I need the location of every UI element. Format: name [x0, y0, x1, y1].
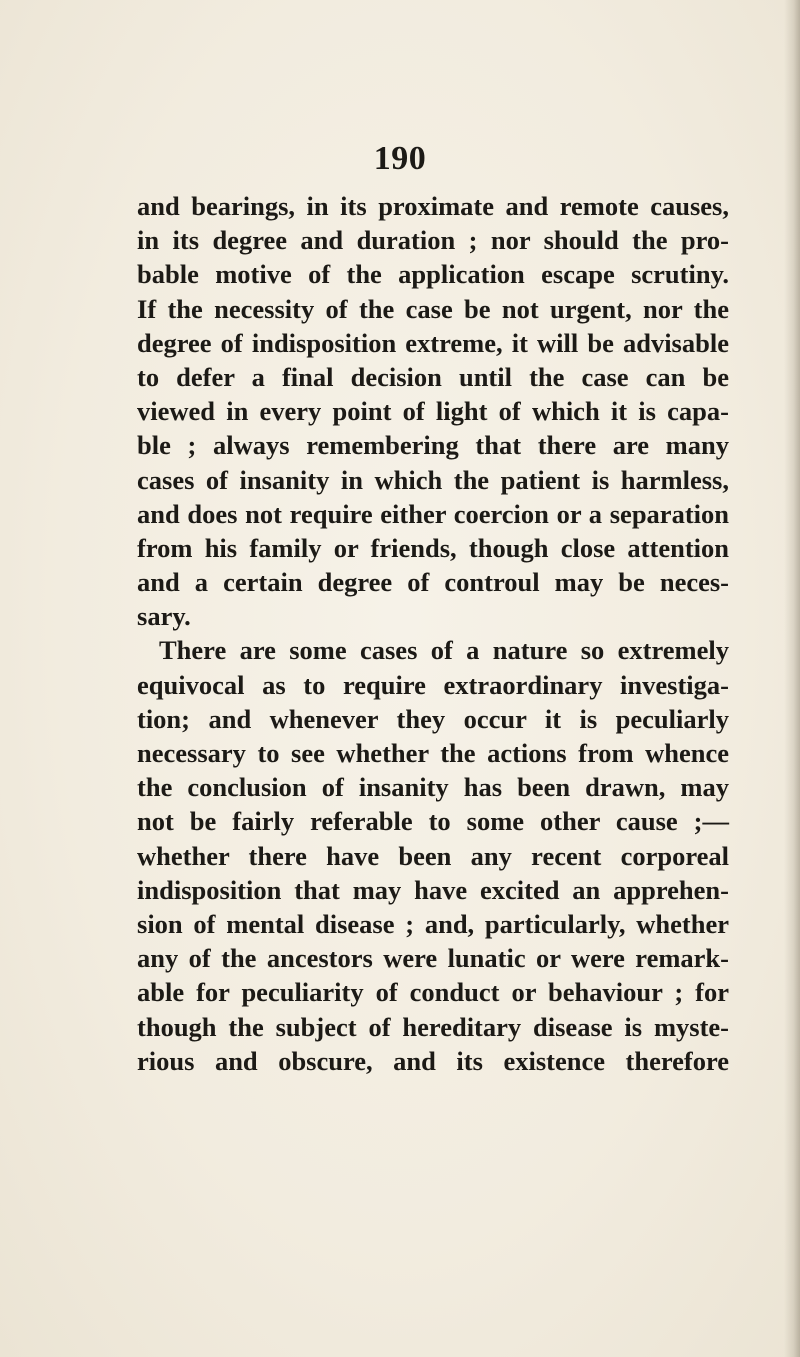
- text-line: If the necessity of the case be not urgent, nor the: [137, 293, 729, 324]
- text-line: degree of indisposition extreme, it will be advisable: [137, 327, 729, 358]
- paragraph-end-line: sary.: [137, 601, 191, 632]
- text-line: cases of insanity in which the patient is harmless,: [137, 464, 729, 495]
- text-line: in its degree and duration ; nor should the pro-: [137, 225, 729, 256]
- text-line: and does not require either coercion or a separation: [137, 498, 729, 529]
- text-line: viewed in every point of light of which it is capa-: [137, 396, 729, 427]
- text-line: from his family or friends, though close attention: [137, 532, 729, 563]
- text-line: rious and obscure, and its existence therefore: [137, 1045, 729, 1076]
- text-line: bable motive of the application escape scrutiny.: [137, 259, 729, 290]
- paragraph-start-line: There are some cases of a nature so extremely: [159, 635, 729, 666]
- text-line: the conclusion of insanity has been drawn, may: [137, 772, 729, 803]
- text-line: ble ; always remembering that there are many: [137, 430, 729, 461]
- text-line: necessary to see whether the actions from whence: [137, 738, 729, 768]
- page-number: 190: [373, 140, 427, 177]
- text-line: able for peculiarity of conduct or behaviour ; for: [137, 977, 729, 1008]
- text-line: and bearings, in its proximate and remote causes,: [137, 191, 729, 221]
- text-line: equivocal as to require extraordinary investiga-: [137, 669, 729, 700]
- text-line: not be fairly referable to some other cause ;—: [137, 806, 729, 837]
- text-line: whether there have been any recent corporeal: [137, 840, 729, 871]
- text-line: any of the ancestors were lunatic or were remark-: [137, 943, 729, 974]
- body-text: [137, 189, 729, 1078]
- text-line: to defer a final decision until the case can be: [137, 361, 729, 392]
- text-line: indisposition that may have excited an apprehen-: [137, 874, 729, 905]
- text-line: tion; and whenever they occur it is peculiarly: [137, 703, 729, 734]
- text-line: sion of mental disease ; and, particularly, whether: [137, 908, 729, 939]
- text-line: and a certain degree of controul may be neces-: [137, 567, 729, 598]
- page-edge-shadow: [784, 0, 800, 1357]
- text-line: though the subject of hereditary disease is myste-: [137, 1011, 729, 1042]
